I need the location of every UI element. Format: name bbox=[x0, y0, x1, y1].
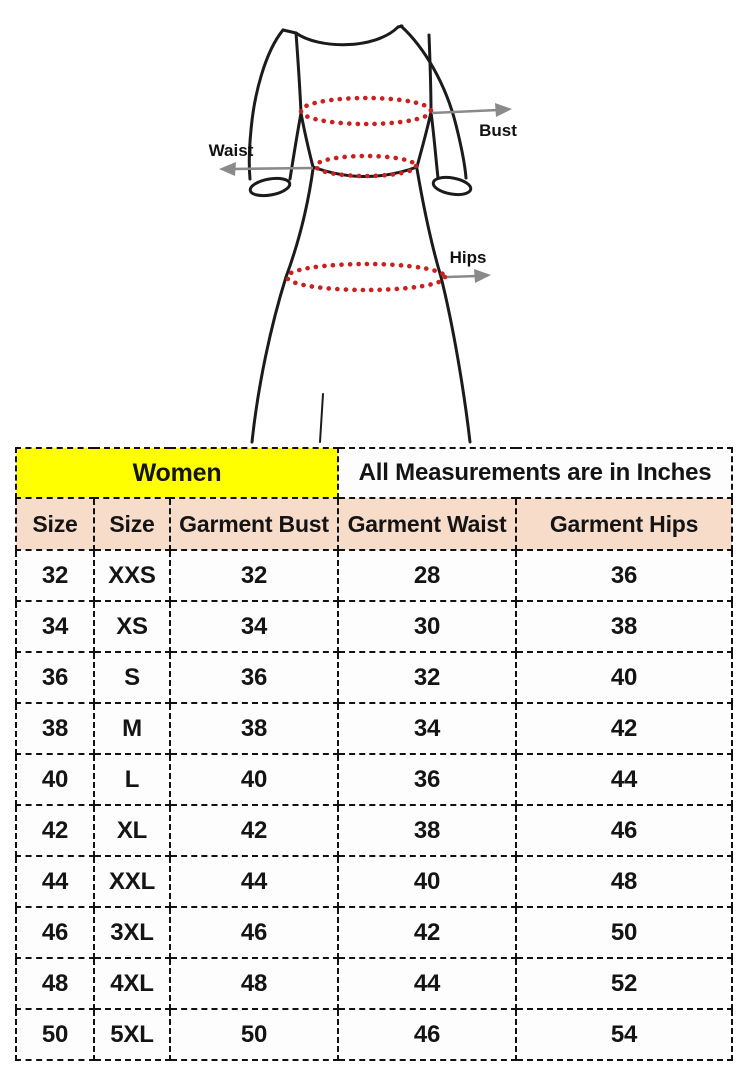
bust-arrow-line bbox=[432, 110, 498, 113]
measurements-note: All Measurements are in Inches bbox=[338, 448, 732, 498]
bust-measure-dots bbox=[301, 98, 431, 124]
table-cell: 38 bbox=[338, 805, 516, 856]
dress-center-slit bbox=[320, 394, 323, 442]
bust-label: Bust bbox=[479, 121, 517, 140]
table-cell: 38 bbox=[16, 703, 94, 754]
table-row bbox=[16, 652, 732, 703]
table-cell: 40 bbox=[16, 754, 94, 805]
table-cell: 5XL bbox=[94, 1009, 170, 1060]
table-cell: M bbox=[94, 703, 170, 754]
col-header-garment-waist: Garment Waist bbox=[338, 498, 516, 550]
table-cell: 40 bbox=[338, 856, 516, 907]
col-header-garment-bust: Garment Bust bbox=[170, 498, 338, 550]
table-cell: S bbox=[94, 652, 170, 703]
dress-bodice-left bbox=[301, 113, 313, 167]
table-cell: 54 bbox=[516, 1009, 732, 1060]
waist-measure-dots bbox=[316, 156, 416, 176]
hips-arrow bbox=[447, 269, 491, 283]
table-cell: 3XL bbox=[94, 907, 170, 958]
dress-bodice-right bbox=[417, 112, 431, 167]
waist-arrowhead-icon bbox=[219, 162, 236, 176]
table-cell: 50 bbox=[170, 1009, 338, 1060]
table-cell: 34 bbox=[16, 601, 94, 652]
dress-measurement-diagram bbox=[0, 0, 746, 445]
table-cell: 32 bbox=[338, 652, 516, 703]
table-cell: 4XL bbox=[94, 958, 170, 1009]
waist-arrow bbox=[219, 162, 313, 176]
size-chart-section bbox=[15, 447, 731, 1061]
dress-left-sleeve-outer bbox=[249, 30, 283, 179]
table-cell: 32 bbox=[16, 550, 94, 601]
table-row bbox=[16, 550, 732, 601]
table-cell: 44 bbox=[170, 856, 338, 907]
table-row bbox=[16, 907, 732, 958]
table-cell: 30 bbox=[338, 601, 516, 652]
table-cell: XL bbox=[94, 805, 170, 856]
table-cell: 28 bbox=[338, 550, 516, 601]
hips-arrow-line bbox=[447, 276, 477, 277]
table-cell: XXL bbox=[94, 856, 170, 907]
size-chart-table bbox=[15, 447, 733, 1061]
col-header-garment-hips: Garment Hips bbox=[516, 498, 732, 550]
women-group-header: Women bbox=[16, 448, 338, 498]
table-cell: 34 bbox=[338, 703, 516, 754]
col-header-size-number: Size bbox=[16, 498, 94, 550]
table-cell: 48 bbox=[170, 958, 338, 1009]
table-cell: 44 bbox=[338, 958, 516, 1009]
table-row bbox=[16, 958, 732, 1009]
table-cell: XS bbox=[94, 601, 170, 652]
hips-arrowhead-icon bbox=[474, 269, 491, 283]
table-cell: 34 bbox=[170, 601, 338, 652]
dress-outline bbox=[249, 26, 472, 442]
bust-arrow bbox=[432, 103, 512, 117]
table-cell: 46 bbox=[16, 907, 94, 958]
table-cell: 42 bbox=[16, 805, 94, 856]
table-cell: 50 bbox=[516, 907, 732, 958]
table-cell: 40 bbox=[170, 754, 338, 805]
table-cell: 36 bbox=[170, 652, 338, 703]
table-row bbox=[16, 754, 732, 805]
table-cell: 48 bbox=[16, 958, 94, 1009]
table-cell: 44 bbox=[16, 856, 94, 907]
table-cell: 38 bbox=[170, 703, 338, 754]
table-cell: 46 bbox=[516, 805, 732, 856]
dress-neckline bbox=[283, 26, 402, 45]
table-cell: 36 bbox=[338, 754, 516, 805]
table-cell: 52 bbox=[516, 958, 732, 1009]
hips-measure-dots bbox=[287, 264, 445, 290]
table-cell: 46 bbox=[170, 907, 338, 958]
table-cell: 36 bbox=[516, 550, 732, 601]
dress-left-armhole-seam bbox=[296, 33, 301, 113]
table-row bbox=[16, 601, 732, 652]
table-cell: 48 bbox=[516, 856, 732, 907]
table-cell: L bbox=[94, 754, 170, 805]
table-row bbox=[16, 703, 732, 754]
dress-right-sleeve-inner bbox=[431, 112, 438, 178]
table-row bbox=[16, 1009, 732, 1060]
table-cell: 44 bbox=[516, 754, 732, 805]
waist-arrow-line bbox=[233, 168, 313, 169]
table-cell: 32 bbox=[170, 550, 338, 601]
hips-label: Hips bbox=[449, 248, 487, 267]
dress-skirt-left bbox=[252, 169, 313, 442]
table-cell: 50 bbox=[16, 1009, 94, 1060]
table-cell: 42 bbox=[516, 703, 732, 754]
dress-left-cuff bbox=[249, 176, 291, 199]
waist-label: Waist bbox=[208, 141, 254, 160]
dress-skirt-right bbox=[417, 169, 470, 442]
table-cell: 42 bbox=[338, 907, 516, 958]
table-cell: 42 bbox=[170, 805, 338, 856]
dress-diagram-svg bbox=[0, 0, 746, 445]
column-header-row bbox=[16, 498, 732, 550]
bust-arrowhead-icon bbox=[495, 103, 512, 117]
table-cell: XXS bbox=[94, 550, 170, 601]
table-cell: 36 bbox=[16, 652, 94, 703]
dress-right-sleeve-outer bbox=[401, 26, 466, 178]
size-table-body bbox=[16, 550, 732, 1060]
group-header-row bbox=[16, 448, 732, 498]
dress-right-armhole-seam bbox=[429, 35, 431, 112]
table-cell: 38 bbox=[516, 601, 732, 652]
table-row bbox=[16, 856, 732, 907]
table-row bbox=[16, 805, 732, 856]
table-cell: 40 bbox=[516, 652, 732, 703]
col-header-size-letter: Size bbox=[94, 498, 170, 550]
table-cell: 46 bbox=[338, 1009, 516, 1060]
